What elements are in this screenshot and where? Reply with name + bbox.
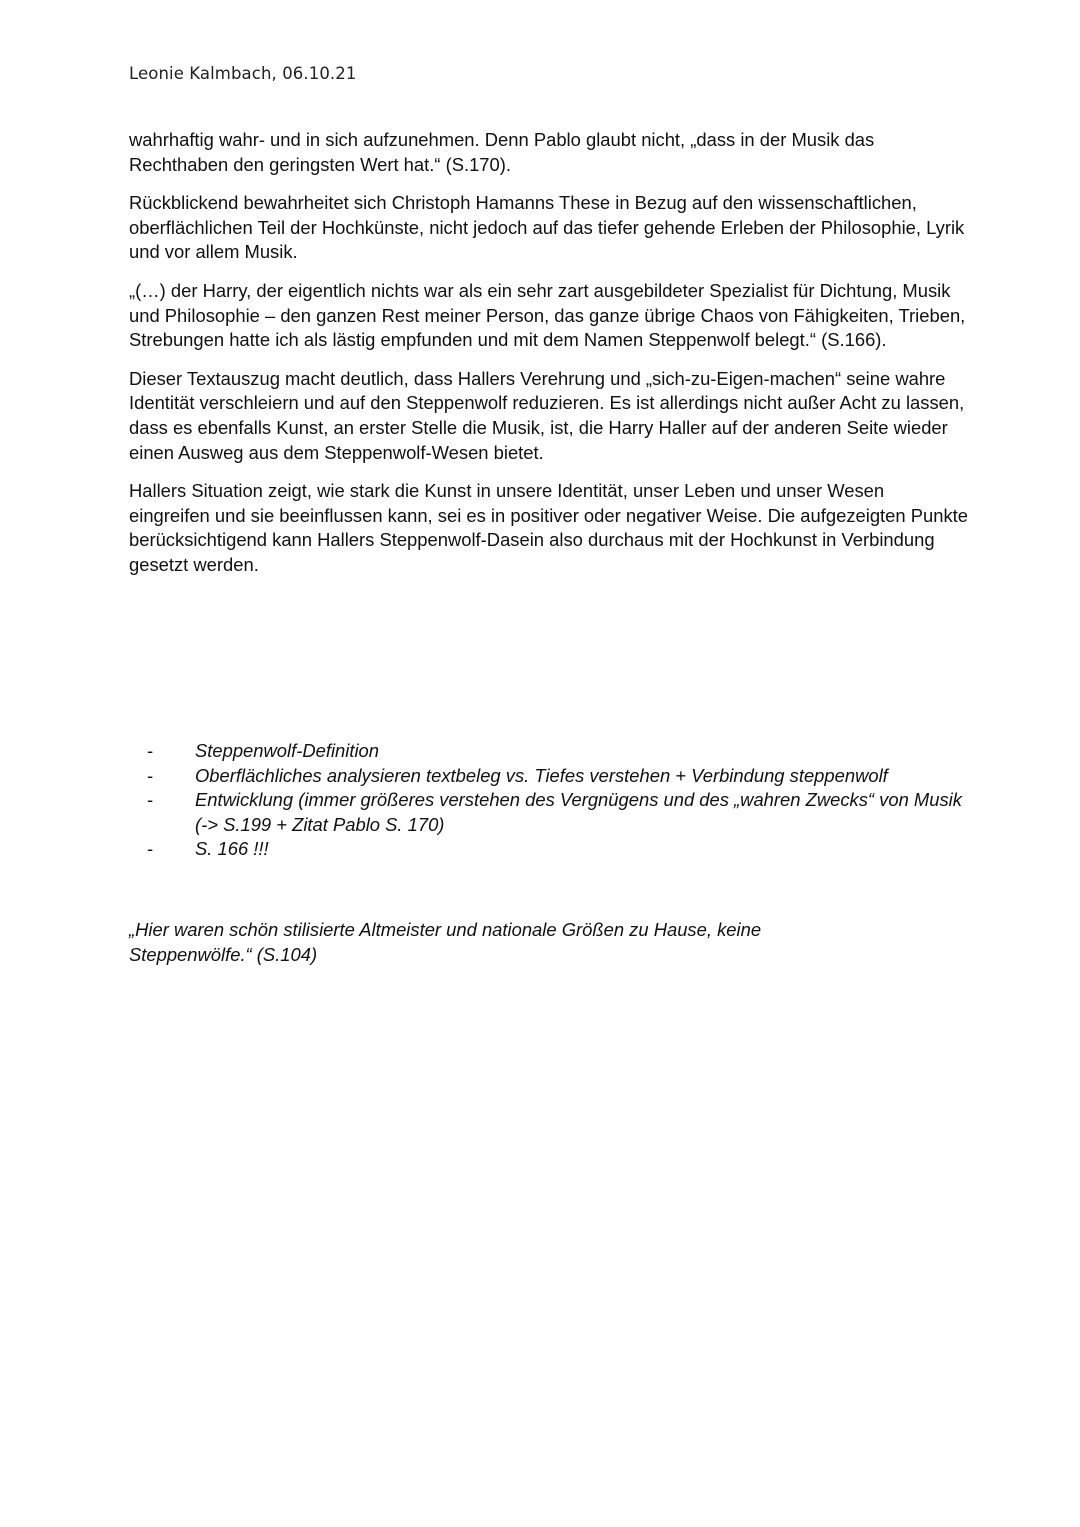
note-text: Steppenwolf-Definition: [195, 740, 380, 761]
essay-body: [129, 128, 969, 592]
paragraph-harry-quote: „(…) der Harry, der eigentlich nichts war als ein sehr zart ausgebildeter Spezialist für Dichtung, Musik und Philosophie – den ganzen Rest meiner Person, das ganze übrige Chaos von Fähigkeiten, Trieben, Strebungen hatte ich als lästig empfunden und mit dem Namen Steppenwolf belegt.“ (S.166).: [129, 279, 966, 351]
final-quote: „Hier waren schön stilisierte Altmeister und nationale Größen zu Hause, keine Steppenwölfe.“ (S.104): [129, 919, 762, 965]
paragraph-pablo-quote: wahrhaftig wahr- und in sich aufzunehmen. Denn Pablo glaubt nicht, „dass in der Musik das Rechthaben den geringsten Wert hat.“ (S.170).: [129, 129, 875, 175]
list-item: [129, 788, 969, 837]
note-text: Oberflächliches analysieren textbeleg vs. Tiefes verstehen + Verbindung steppenwolf: [195, 764, 888, 786]
list-item: [129, 764, 969, 789]
note-text: S. 166 !!!: [195, 838, 269, 860]
bullet-dash: -: [147, 789, 154, 811]
bullet-dash: -: [147, 740, 154, 761]
note-text: Entwicklung (immer größeres verstehen des Vergnügens und des „wahren Zwecks“ von Musik (-> S.199 + Zitat Pablo S. 170): [195, 789, 962, 835]
bullet-dash: -: [147, 838, 154, 860]
author-date-header: Leonie Kalmbach, 06.10.21: [129, 64, 357, 83]
bullet-dash: -: [147, 764, 154, 786]
list-item: [129, 739, 969, 764]
paragraph-conclusion: Hallers Situation zeigt, wie stark die Kunst in unsere Identität, unser Leben und unser Wesen eingreifen und sie beeinflussen kann, sei es in positiver oder negativer Weise. Die aufgezeigten Punkte berücksichtigend kann Hallers Steppenwolf-Dasein also durchaus mit der Hochkunst in Verbindung gesetzt werden.: [129, 480, 968, 575]
notes-list: [129, 739, 969, 862]
paragraph-textauszug-analysis: Dieser Textauszug macht deutlich, dass Hallers Verehrung und „sich-zu-Eigen-machen“ seine wahre Identität verschleiern und auf den Steppenwolf reduzieren. Es ist allerdings nicht außer Acht zu lassen, dass es ebenfalls Kunst, an erster Stelle die Musik, ist, die Harry Haller auf der anderen Seite wieder einen Ausweg aus dem Steppenwolf-Wesen bietet.: [129, 367, 965, 463]
paragraph-hamann-thesis: Rückblickend bewahrheitet sich Christoph Hamanns These in Bezug auf den wissenschaftlichen, oberflächlichen Teil der Hochkünste, nicht jedoch auf das tiefer gehende Erleben der Philosophie, Lyrik und vor allem Musik.: [129, 192, 965, 263]
list-item: [129, 837, 969, 862]
